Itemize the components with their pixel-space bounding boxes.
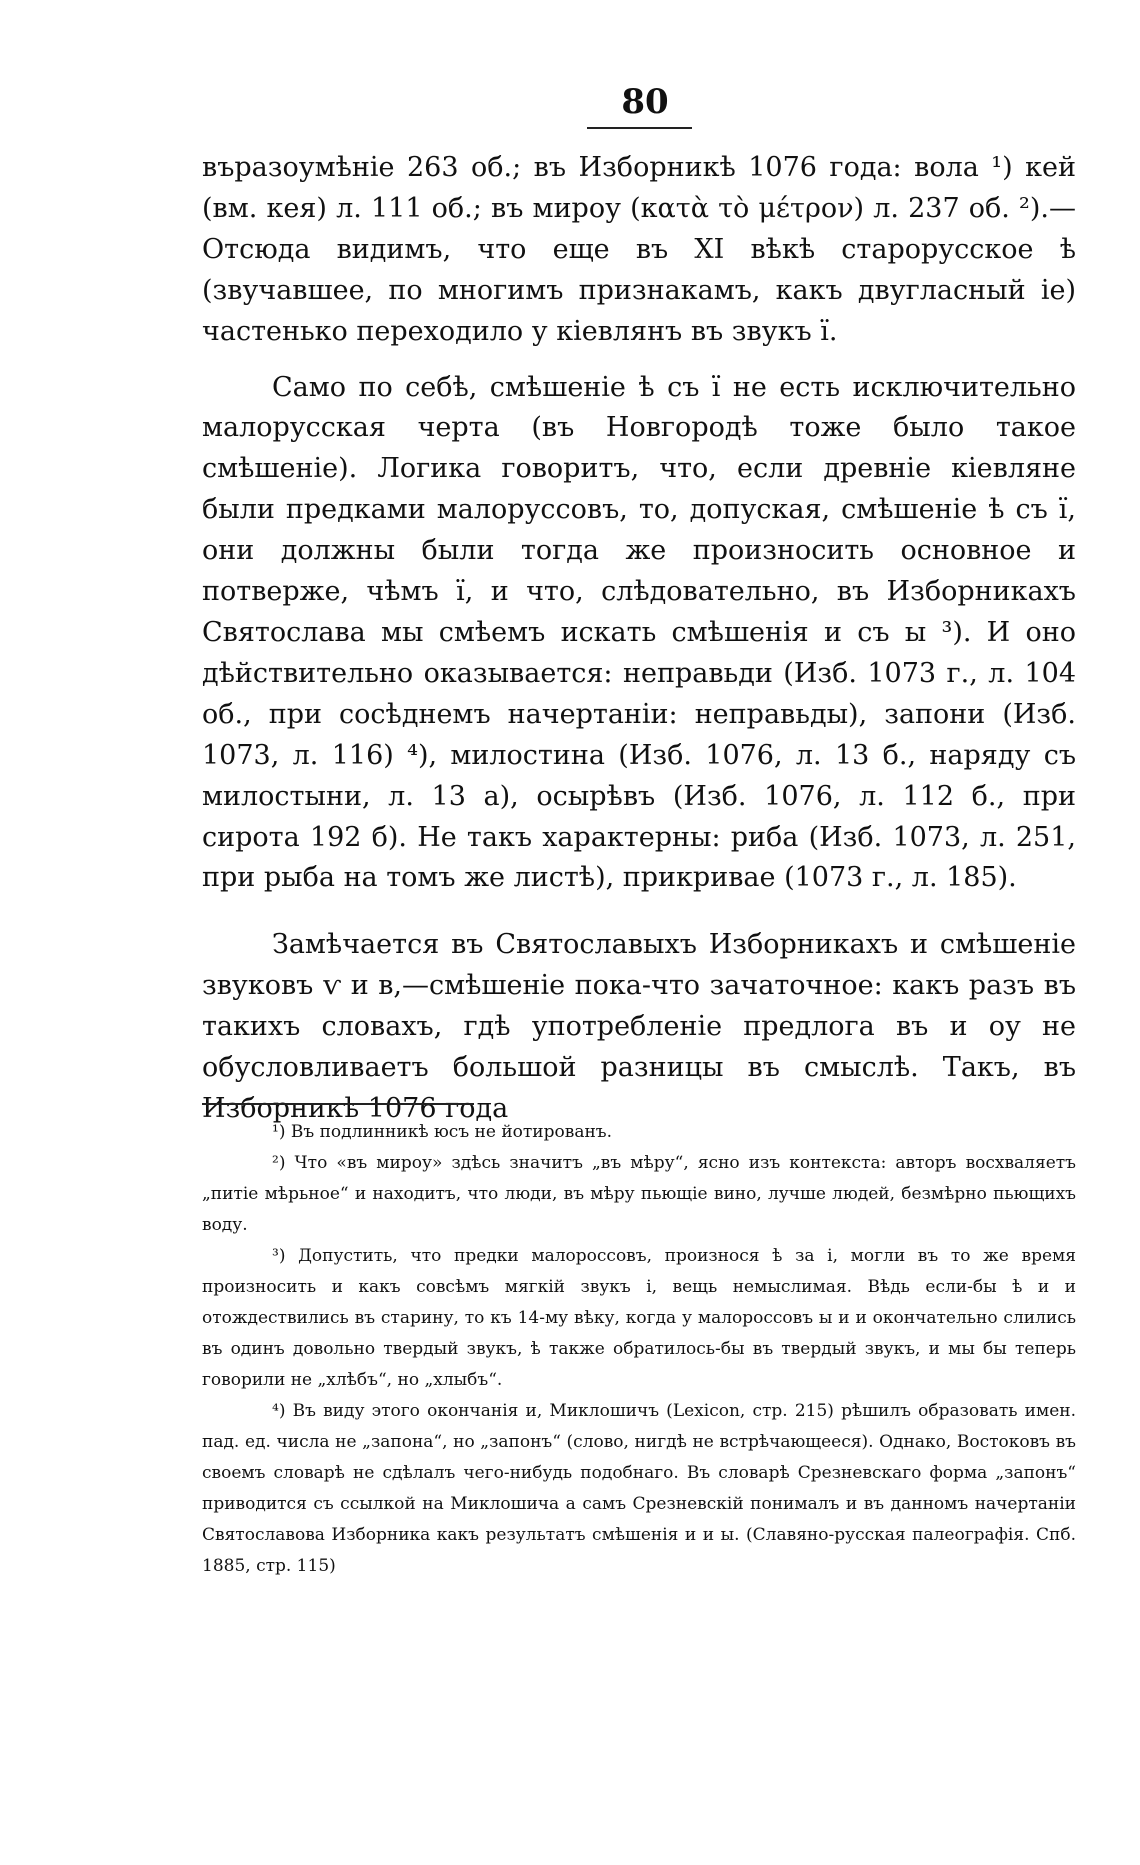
footnote-2: ²) Что «въ мироу» здѣсь значитъ „въ мѣру“, ясно изъ контекста: авторъ восхваляетъ „питіе мѣрьное“ и находитъ, что люди, въ мѣру пьющіе вино, лучше людей, безмѣрно пьющихъ воду. — [202, 1153, 1076, 1235]
paragraph-1: въразоумѣніе 263 об.; въ Изборникѣ 1076 года: вола ¹) кей (вм. кея) л. 111 об.; въ мироу (κατὰ τὸ μέτρον) л. 237 об. ²).— Отсюда видимъ, что еще въ XI вѣкѣ старорусское ѣ (звучавшее, по многимъ признакамъ, какъ двугласный іе) частенько переходило у кіевлянъ въ звукъ ї. — [202, 152, 1076, 347]
footnote-1: ¹) Въ подлинникѣ юсъ не йотированъ. — [272, 1122, 613, 1142]
paragraph-2: Само по себѣ, смѣшеніе ѣ съ ї не есть исключительно малорусская черта (въ Новгородѣ тоже было такое смѣшеніе). Логика говоритъ, что, если древніе кіевляне были предками малоруссовъ, то, допуская, смѣшеніе ѣ съ ї, они должны были тогда же произносить основное и потверже, чѣмъ ї, и что, слѣдовательно, въ Изборникахъ Святослава мы смѣемъ искать смѣшенія и съ ы ³). И оно дѣйствительно оказывается: неправьди (Изб. 1073 г., л. 104 об., при сосѣднемъ начертаніи: неправьды), запони (Изб. 1073, л. 116) ⁴), милостина (Изб. 1076, л. 13 б., наряду съ милостыни, л. 13 а), осырѣвъ (Изб. 1076, л. 112 б., при сирота 192 б). Не такъ характерны: риба (Изб. 1073, л. 251, при рыба на томъ же листѣ), прикривае (1073 г., л. 185). — [202, 371, 1076, 894]
paragraph-3: Замѣчается въ Святославыхъ Изборникахъ и смѣшеніе звуковъ ѵ и в,—смѣшеніе пока-что зачаточное: какъ разъ въ такихъ словахъ, гдѣ употребленіе предлога въ и оу не обусловливаетъ большой разницы въ смыслѣ. Такъ, въ Изборникѣ 1076 года — [202, 929, 1076, 1124]
header-rule — [587, 127, 692, 129]
footnote-3: ³) Допустить, что предки малороссовъ, произнося ѣ за і, могли въ то же время произносить и какъ совсѣмъ мягкій звукъ і, вещь немыслимая. Вѣдь если-бы ѣ и и отождествились въ старину, то къ 14-му вѣку, когда у малороссовъ ы и и окончательно слились въ одинъ довольно твердый звукъ, ѣ также обратилось-бы въ твердый звукъ, и мы бы теперь говорили не „хлѣбъ“, но „хлыбъ“. — [202, 1246, 1076, 1390]
footnotes — [202, 1117, 1076, 1582]
page-number: 80 — [621, 82, 669, 122]
footnote-rule — [202, 1103, 474, 1105]
footnote-4: ⁴) Въ виду этого окончанія и, Миклошичъ (Lexicon, стр. 215) рѣшилъ образовать имен. пад. ед. числа не „запона“, но „запонъ“ (слово, нигдѣ не встрѣчающееся). Однако, Востоковъ въ своемъ словарѣ не сдѣлалъ чего-нибудь подобнаго. Въ словарѣ Срезневскаго форма „запонъ“ приводится съ ссылкой на Миклошича а самъ Срезневскій понималъ и въ данномъ начертаніи Святославова Изборника какъ результатъ смѣшенія и и ы. (Славяно-русская палеографія. Спб. 1885, стр. 115) — [202, 1401, 1076, 1576]
main-text — [202, 148, 1076, 1130]
